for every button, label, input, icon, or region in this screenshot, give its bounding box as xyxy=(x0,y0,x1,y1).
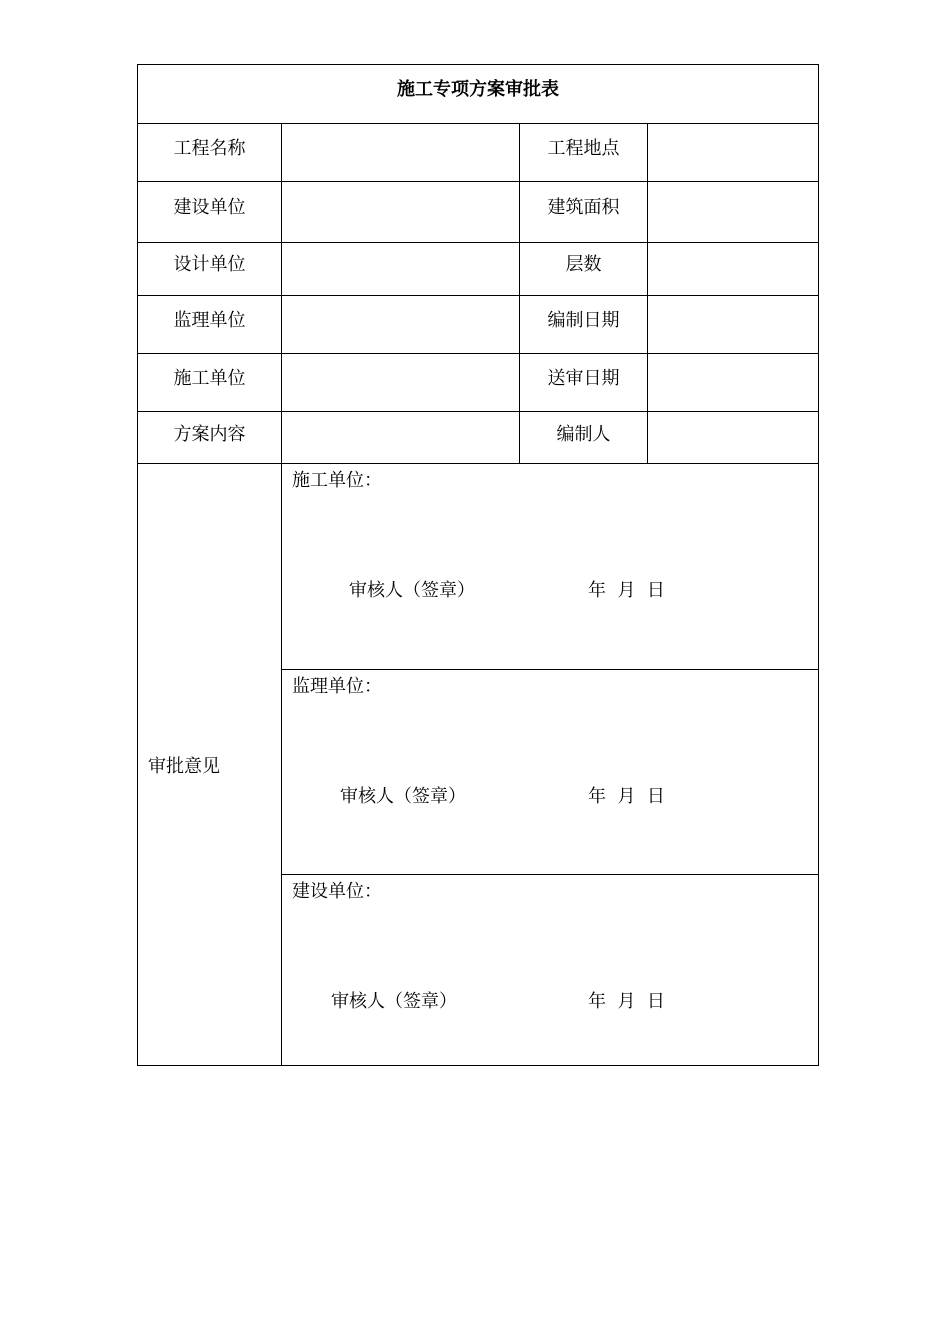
table-row xyxy=(138,296,819,354)
reviewer-signature-label: 审核人（签章） xyxy=(340,786,466,807)
table-row xyxy=(138,182,819,243)
value-project-name[interactable] xyxy=(282,124,520,182)
value-submit-date[interactable] xyxy=(648,354,819,412)
label-construction-owner: 建设单位 xyxy=(138,182,282,243)
value-compiler[interactable] xyxy=(648,412,819,464)
date-label: 年 月 日 xyxy=(588,580,665,601)
label-floors: 层数 xyxy=(520,243,648,296)
label-design-unit: 设计单位 xyxy=(138,243,282,296)
value-construction-owner[interactable] xyxy=(282,182,520,243)
table-row xyxy=(138,464,819,670)
label-compile-date: 编制日期 xyxy=(520,296,648,354)
approval-form-table xyxy=(137,64,819,1066)
date-label: 年 月 日 xyxy=(588,991,665,1012)
label-compiler: 编制人 xyxy=(520,412,648,464)
label-project-location: 工程地点 xyxy=(520,124,648,182)
value-building-area[interactable] xyxy=(648,182,819,243)
label-contractor: 施工单位 xyxy=(138,354,282,412)
section-unit-label: 建设单位： xyxy=(292,881,382,902)
value-supervision-unit[interactable] xyxy=(282,296,520,354)
value-project-location[interactable] xyxy=(648,124,819,182)
table-row xyxy=(138,243,819,296)
form-title: 施工专项方案审批表 xyxy=(138,65,819,124)
approval-section-supervision[interactable] xyxy=(282,670,819,875)
label-submit-date: 送审日期 xyxy=(520,354,648,412)
label-plan-content: 方案内容 xyxy=(138,412,282,464)
approval-section-contractor[interactable] xyxy=(282,464,819,670)
value-contractor[interactable] xyxy=(282,354,520,412)
value-floors[interactable] xyxy=(648,243,819,296)
value-design-unit[interactable] xyxy=(282,243,520,296)
approval-section-owner[interactable] xyxy=(282,875,819,1066)
reviewer-signature-label: 审核人（签章） xyxy=(349,580,475,601)
reviewer-signature-label: 审核人（签章） xyxy=(331,991,457,1012)
label-project-name: 工程名称 xyxy=(138,124,282,182)
section-unit-label: 监理单位： xyxy=(292,676,382,697)
date-label: 年 月 日 xyxy=(588,786,665,807)
approval-opinion-label: 审批意见 xyxy=(138,464,282,1066)
label-supervision-unit: 监理单位 xyxy=(138,296,282,354)
table-row xyxy=(138,124,819,182)
section-unit-label: 施工单位： xyxy=(292,470,382,491)
label-building-area: 建筑面积 xyxy=(520,182,648,243)
value-compile-date[interactable] xyxy=(648,296,819,354)
table-row xyxy=(138,354,819,412)
table-row xyxy=(138,412,819,464)
value-plan-content[interactable] xyxy=(282,412,520,464)
